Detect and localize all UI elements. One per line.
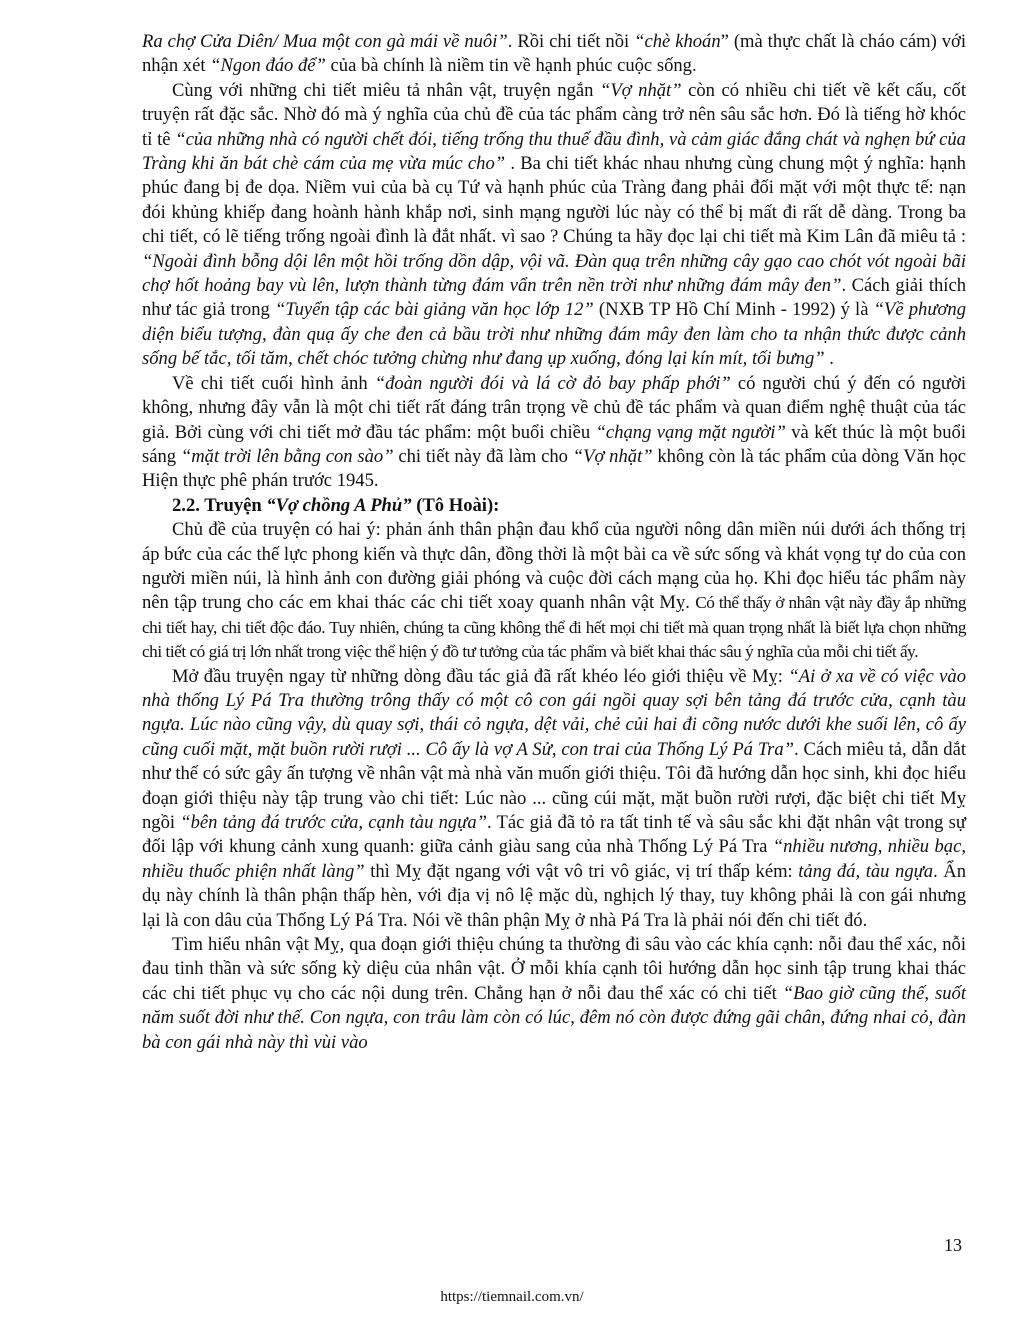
quote-text: “đoàn người đói và lá cờ đỏ bay phấp phới” <box>374 372 731 394</box>
quote-text: “bên tảng đá trước cửa, cạnh tàu ngựa” <box>180 812 487 833</box>
body-text: . Cách giải thích như tác giả trong <box>142 275 966 321</box>
body-text: Tìm hiểu nhân vật Mỵ, qua đoạn giới thiệu chúng ta thường đi sâu vào các khía cạnh: nỗi đau thể xác, nỗi đau tinh thần và sức sống kỳ diệu của nhân vật. Ở mỗi khía cạnh tôi hướng dẫn học sinh tập trung khai thác các chi tiết phục vụ cho các nội dung trên. Chẳng hạn ở nỗi đau thể xác có chi tiết <box>142 934 966 1004</box>
body-text-condensed: Có thể thấy ở nhân vật này đầy ắp những chi tiết hay, chi tiết độc đáo. Tuy nhiên, chúng ta cũng không thể đi hết mọi chi tiết mà quan trọng nhất là biết lựa chọn những chi tiết có giá trị lớn nhất trong việc thể hiện ý đồ tư tưởng của tác phẩm và biết khai thác sâu ý nghĩa của mỗi chi tiết ấy. <box>142 593 967 662</box>
quote-text: Ra chợ Cửa Diên/ Mua một con gà mái về nuôi” <box>142 31 508 52</box>
body-text: còn có nhiều chi tiết về kết cấu, cốt truyện rất đặc sắc. Nhờ đó mà ý nghĩa của chủ đề của tác phẩm càng trở nên sâu sắc hơn. Đó là tiếng hờ khóc tỉ tê <box>142 79 966 150</box>
quote-text: “Ai ở xa về có việc vào nhà thống Lý Pá Tra thường trông thấy có một cô con gái ngồi quay sợi bên tảng đá trước cửa, cạnh tàu ngựa. Lúc nào cũng vậy, dù quay sợi, thái cỏ ngựa, dệt vải, chẻ củi hai đi cõng nước dưới khe suối lên, cô ấy cũng cuối mặt, mặt buồn rười rượi ... Cô ấy là vợ A Sử, con trai của Thống Lý Pá Tra” <box>142 665 966 760</box>
footer-url[interactable]: https://tiemnail.com.vn/ <box>440 1289 584 1305</box>
body-text: thì Mỵ đặt ngang với vật vô tri vô giác, vị trí thấp kém: <box>364 860 799 882</box>
quote-text: “Vợ nhặt” <box>572 445 653 467</box>
body-text: . Cách miêu tả, dẫn dắt như thế có sức gây ấn tượng về nhân vật mà nhà văn muốn giới thiệu. Tôi đã hướng dẫn học sinh, khi đọc hiểu đoạn giới thiệu này tập trung vào chi tiết: Lúc nào ... cũng cúi mặt, mặt buồn rười rượi, đặc biệt chi tiết Mỵ ngồi <box>142 738 966 833</box>
body-text: Cùng với những chi tiết miêu tả nhân vật, truyện ngắn <box>172 79 600 101</box>
paragraph-3 <box>142 372 966 494</box>
body-text: . <box>824 348 834 370</box>
quote-text: “chè khoán <box>634 31 721 52</box>
paragraph-6 <box>142 933 966 1055</box>
body-text: Mở đầu truyện ngay từ những dòng đầu tác giả đã rất khéo léo giới thiệu về Mỵ: <box>172 665 789 687</box>
body-text: không còn là tác phẩm của dòng Văn học Hiện thực phê phán trước 1945. <box>142 445 966 492</box>
body-text: (NXB TP Hồ Chí Minh - 1992) ý là <box>593 299 874 321</box>
quote-text: “chạng vạng mặt người” <box>595 421 786 443</box>
body-text: của bà chính là niềm tin về hạnh phúc cuộc sống. <box>325 55 697 77</box>
quote-text: “Tuyển tập các bài giảng văn học lớp 12” <box>274 299 594 321</box>
body-text: . Tác giả đã tỏ ra tất tinh tế và sâu sắc khi đặt nhân vật trong sự đối lập với khung cảnh xung quanh: giữa cảnh giàu sang của nhà Thống Lý Pá Tra <box>142 812 966 858</box>
section-heading: 2.2. Truyện “Vợ chồng A Phủ” (Tô Hoài): <box>172 494 500 516</box>
body-text: . Ba chi tiết khác nhau nhưng cùng chung một ý nghĩa: hạnh phúc đang bị đe dọa. Niềm vui của bà cụ Tứ và hạnh phúc của Tràng đang phải đối mặt với một thực tế: nạn đói khủng khiếp đang hoành hành khắp nơi, sinh mạng người lúc này có thể bị mất đi rất dễ dàng. Trong ba chi tiết, có lẽ tiếng trống ngoài đình là đắt nhất. vì sao ? Chúng ta hãy đọc lại chi tiết mà Kim Lân đã miêu tả : <box>142 153 966 248</box>
quote-text: “Ngoài đình bỗng dội lên một hồi trống dồn dập, vội vã. Đàn quạ trên những cây gạo cao chót vót ngoài bãi chợ hốt hoảng bay vù lên, lượn thành từng đám vẩn trên nền trời như những đám mây đen” <box>142 250 966 297</box>
document-page <box>142 30 966 1055</box>
paragraph-2 <box>142 79 966 372</box>
body-text: ” (mà thực chất là cháo cám) với nhận xét <box>142 31 967 77</box>
body-text: Về chi tiết cuối hình ảnh <box>172 372 375 394</box>
paragraph-1 <box>142 30 966 79</box>
quote-text: “Ngon đáo để” <box>210 55 326 77</box>
body-text: có người chú ý đến có người không, nhưng đây vẫn là một chi tiết rất đáng trân trọng về chủ đề tác phẩm và quan điểm nghệ thuật của tác giả. Bởi cùng với chi tiết mở đầu tác phẩm: một buổi chiều <box>142 372 967 443</box>
page-number: 13 <box>944 1235 962 1255</box>
quote-text: “của những nhà có người chết đói, tiếng trống thu thuế đầu đình, và cảm giác đắng chát và nghẹn bứ của Tràng khi ăn bát chè cám của mẹ vừa múc cho” <box>142 128 966 175</box>
quote-text: “Về phương diện biểu tượng, đàn quạ ấy che đen cả bầu trời như những đám mây đen làm cho ta nhận thức được cảnh sống bế tắc, tối tăm, chết chóc tưởng chừng như đang ụp xuống, đóng lại kín mít, tối bưng” <box>142 299 967 370</box>
quote-text: “nhiều nương, nhiều bạc, nhiều thuốc phiện nhất làng” <box>142 836 966 882</box>
quote-text: tảng đá, tàu ngựa <box>798 860 934 882</box>
body-text: và kết thúc là một buổi sáng <box>142 421 966 467</box>
body-text: Chủ đề của truyện có hai ý: phản ánh thân phận đau khổ của người nông dân miền núi dưới ách thống trị áp bức của các thế lực phong kiến và thực dân, đồng thời là một bài ca về sức sống và khát vọng tự do của con người miền núi, là hình ảnh con đường giải phóng và cuộc đời cách mạng của họ. Khi đọc hiểu tác phẩm này nên tập trung cho các em khai thác các chi tiết xoay quanh nhân vật Mỵ. <box>142 519 966 614</box>
body-text: chi tiết này đã làm cho <box>393 445 573 467</box>
quote-text: “mặt trời lên bằng con sào” <box>180 445 394 467</box>
body-text: . Ẩn dụ này chính là thân phận thấp hèn, với địa vị nô lệ mặc dù, nghịch lý thay, tuy không phải là con gái nhưng lại là con dâu của Thống Lý Pá Tra. Nói về thân phận Mỵ ở nhà Pá Tra là phải nói đến chi tiết đó. <box>142 860 967 931</box>
quote-text: “Vợ nhặt” <box>599 79 682 101</box>
quote-text: “Bao giờ cũng thế, suốt năm suốt đời như thế. Con ngựa, con trâu làm còn có lúc, đêm nó còn được đứng gãi chân, đứng nhai cỏ, đàn bà con gái nhà này thì vùi vào <box>142 982 966 1053</box>
paragraph-4 <box>142 518 966 664</box>
paragraph-5 <box>142 665 966 933</box>
body-text: . Rồi chi tiết nồi <box>507 31 635 52</box>
